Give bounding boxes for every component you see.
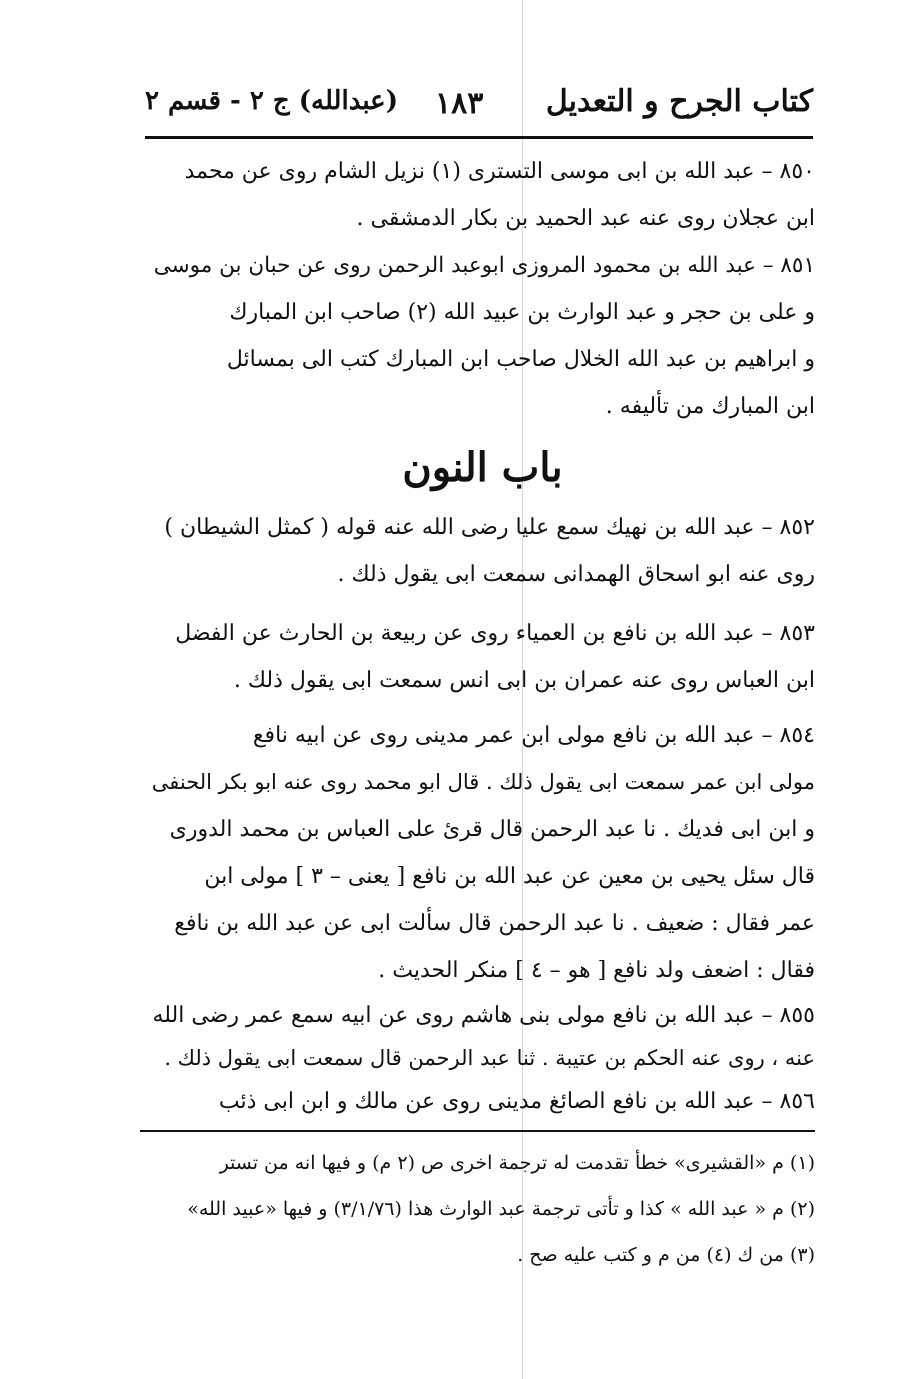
entry-855 — [150, 994, 815, 1080]
text-line: عنه ، روى عنه الحكم بن عتيبة . ثنا عبد الرحمن قال سمعت ابى يقول ذلك . — [164, 1046, 815, 1070]
footnotes — [150, 1140, 815, 1278]
running-header — [145, 78, 813, 130]
chapter-heading: باب النون — [402, 444, 563, 491]
text-line: ٨٥٢ – عبد الله بن نهيك سمع عليا رضى الله عنه قوله ( كمثل الشيطان ) — [164, 515, 815, 540]
entry-850 — [150, 148, 815, 242]
text-line: ٨٥٤ – عبد الله بن نافع مولى ابن عمر مدينى روى عن ابيه نافع — [252, 723, 815, 748]
header-rule — [145, 136, 813, 139]
text-line: ابن عجلان روى عنه عبد الحميد بن بكار الدمشقى . — [356, 206, 815, 231]
text-line: و ابراهيم بن عبد الله الخلال صاحب ابن المبارك كتب الى بمسائل — [226, 347, 815, 372]
text-line: عمر فقال : ضعيف . نا عبد الرحمن قال سألت ابى عن عبد الله بن نافع — [174, 911, 815, 936]
text-line: و على بن حجر و عبد الوارث بن عبيد الله (٢) صاحب ابن المبارك — [229, 300, 815, 325]
entry-851 — [150, 242, 815, 430]
text-line: و ابن ابى فديك . نا عبد الرحمن قال قرئ على العباس بن محمد الدورى — [169, 817, 815, 842]
entry-854 — [150, 712, 815, 994]
footnote-rule — [140, 1130, 815, 1132]
text-line: مولى ابن عمر سمعت ابى يقول ذلك . قال ابو محمد روى عنه ابو بكر الحنفى — [151, 770, 815, 794]
footnote: (٢) م « عبد الله » كذا و تأتى ترجمة عبد الوارث هذا (٣/١/٧٦) و فيها «عبيد الله» — [187, 1198, 815, 1220]
book-title: كتاب الجرح و التعديل — [545, 84, 813, 119]
text-line: ابن العباس روى عنه عمران بن ابى انس سمعت ابى يقول ذلك . — [233, 668, 815, 693]
text-line: ٨٥٣ – عبد الله بن نافع بن العمياء روى عن ربيعة بن الحارث عن الفضل — [175, 621, 815, 646]
text-line: قال سئل يحيى بن معين عن عبد الله بن نافع [ يعنى – ٣ ] مولى ابن — [204, 864, 815, 889]
text-line: فقال : اضعف ولد نافع [ هو – ٤ ] منكر الحديث . — [378, 958, 815, 983]
entry-856 — [150, 1080, 815, 1123]
footnote: (١) م «القشيرى» خطأ تقدمت له ترجمة اخرى ص (٢ م) و فيها انه من تستر — [219, 1152, 815, 1174]
text-line: ٨٥٦ – عبد الله بن نافع الصائغ مدينى روى عن مالك و ابن ابى ذئب — [218, 1089, 815, 1114]
footnote: (٣) من ك (٤) من م و كتب عليه صح . — [517, 1244, 815, 1266]
text-line: ابن المبارك من تأليفه . — [605, 394, 815, 419]
entry-852 — [150, 504, 815, 598]
text-line: ٨٥٠ – عبد الله بن ابى موسى التسترى (١) نزيل الشام روى عن محمد — [184, 159, 815, 184]
main-text — [150, 148, 815, 1123]
volume-part: (عبدالله) ج ٢ - قسم ٢ — [145, 86, 399, 116]
text-line: ٨٥٥ – عبد الله بن نافع مولى بنى هاشم روى عن ابيه سمع عمر رضى الله — [152, 1003, 815, 1028]
entry-853 — [150, 610, 815, 704]
text-line: ٨٥١ – عبد الله بن محمود المروزى ابوعبد الرحمن روى عن حبان بن موسى — [153, 253, 815, 278]
page-number: ١٨٣ — [435, 86, 484, 121]
text-line: روى عنه ابو اسحاق الهمدانى سمعت ابى يقول ذلك . — [337, 562, 815, 587]
